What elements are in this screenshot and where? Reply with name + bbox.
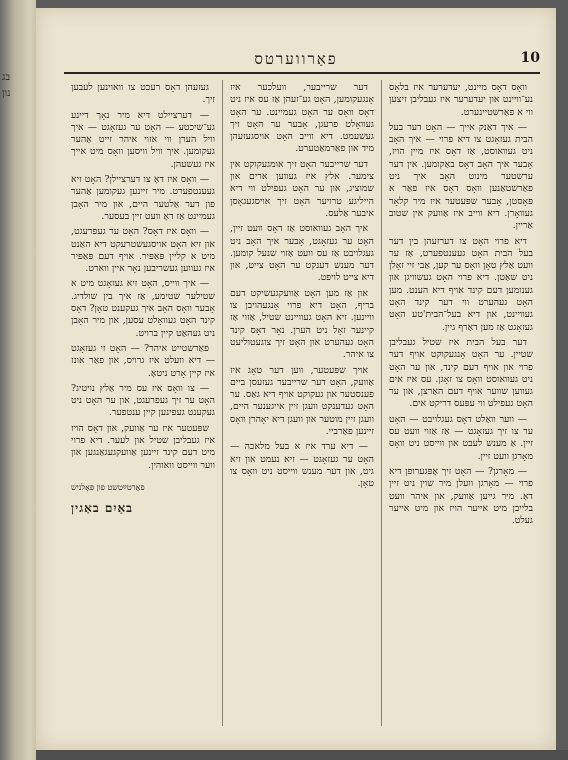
- page-header: [36, 8, 556, 68]
- text-column-middle: [222, 80, 381, 726]
- header-rule: [64, 72, 540, 74]
- text-column-right: [381, 80, 540, 726]
- text-columns: [64, 80, 540, 726]
- text-column-left: [64, 80, 222, 726]
- paragraph: — וואָס איז דאָס? האָט ער געפרעגט, און זיא האָט אויסגעשטרעקט דיא האַנט מיט א קליין פּאַפּיר. אויף דעם פּאַפּיר איז געווען געשריבען נאָר איין ווארט.: [71, 226, 215, 275]
- newspaper-page: [36, 8, 556, 750]
- paragraph: איך האָב געוואוסט אַז דאָס וועט זיין, האָט ער געזאָגט, אָבער איך האָב ניט געגלויבט אַז עס וועט אַזוי שנעל קומען. דער מענש דענקט ער האָט צייט, און דיא צייט לויפט.: [230, 223, 374, 284]
- paragraph: דער שרייבער, וועלכער איז אָנגעקומען, האָט גע־זעהן אַז עס איז ניט דאָס וואָס ער האָט געמיינט. ער האָט געוואָלט פרעגן, אָבער ער האָט זיך געשעמט. דיא ווייב האָט אויסגעזעהן מיד און פאַרמאַטערט.: [230, 82, 374, 155]
- adjacent-page-edge: [0, 0, 36, 760]
- paragraph: אויך שפּעטער, ווען דער טאָג איז אַוועק, האָט דער שרייבער געזעסן ביים פענסטער און געקוקט אויף דיא גאַס. ער האָט געדענקט וועגן זיין אייגענער היים, וועגן זיין מוטער און וועגן דיא יאָהרן וואָס זיינען פאַרביי.: [230, 364, 374, 438]
- running-title: פאַרווערטס: [254, 50, 338, 68]
- paragraph: שפּעטער איז ער אַוועק, און דאָס הויז איז געבליבן שטיל און לעער. דיא פרוי מיט דעם קינד זיינען אַוועקגעגאַנגען און ווער ווייסט וואוהין.: [71, 422, 215, 471]
- paragraph: — ווער וואַלט דאָס געגלויבט — האָט ער צו זיך געזאָגט — אַז אַזוי וועט עס זיין. אַ מענש לעבט און ווייסט ניט וואָס מאָרגן וועט זיין.: [389, 413, 533, 462]
- author-signature: באַיִם באַגין: [71, 501, 133, 516]
- edge-fragment: נון: [2, 88, 11, 99]
- page-number: 10: [520, 50, 540, 66]
- paragraph: וואָס דאָס מיינט, יעדערער איז בלאָס נע־וויינט און יעדערער איז געבליבן זיצען ווי א פאַרשטיינערט.: [389, 82, 533, 118]
- paragraph: — וואָס איז דאָ צו דערציילן? האָט זיא געענטפערט. מיר זיינען געקומען אַהער פון דער אַלטער היים, און מיר האָבן געמיינט אַז דאָ וועט זיין בעסער.: [71, 174, 215, 222]
- paragraph: — איך ווייס, האָט זיא געזאָגט מיט א שטילער שטימע, אַז איך בין שולדיג. אָבער וואָס האָב איך געקענט טאָן? דאָס קינד האָט געוואָלט עסען, און מיר האָבן ניט געהאַט קיין ברויט.: [71, 278, 215, 339]
- paragraph: דער בעל הבית איז שטיל געבליבן שטיין. ער האָט אָנגעקוקט אויף דער פרוי און אויף דעם קינד, און ער האָט ניט געוואוסט וואָס צו זאָגן. עס איז אים געווען שווער אויף דעם האַרצן, און ער האָט געפילט ווי עפּעס דריקט אים.: [389, 336, 533, 410]
- paragraph: דיא פרוי האָט צו דערזעהן בין דער בעל הבית האָט געענטפערט, אַז ער וועט אַלץ טאָן וואָס ער קען, אַבי זיי זאָלן ניט שאַטן. דיא פרוי האָט געשוויגן און גענומען דעם קינד אויף דיא הענט. מען האָט געהערט ווי דער קינד האָט געוויינט, און דיא בעל־הבית'טע האָט געזאָגט אַז מען דאַרף גיין.: [389, 235, 533, 333]
- translation-note: פאַרטײַטשט פון פּאָלניש: [71, 482, 145, 492]
- paragraph: און אַז מען האָט אַוועקגעשיקט דעם בריף, האָט דיא פרוי אָנגעהויבן צו וויינען. זיא האָט געוויינט שטיל, אַזוי אַז קיינער זאָל ניט הערן. נאָר דאָס קינד האָט געהערט און האָט זיך צוגעטוליעט צו איהר.: [230, 287, 374, 361]
- paragraph: — דיא ערד איז א בעל מלאכה — האָט ער געזאָגט — זיא נעמט און זיא גיט, און דער מענש ווייסט ניט וואָס צו טאָן.: [230, 441, 374, 490]
- paragraph: — דערציילט דיא מיר נאָך דיינע גע־שיכטע — האָט ער געזאָגט — איך וויל הערן ווי אזוי איהר זייט אַהער געקומען. איך וויל וויסען וואָס מיט אייך איז געשעהן.: [71, 109, 215, 170]
- paragraph: פאַרשטייט איהר? — האָט זי געזאָגט — דיא וועלט איז גרויס, און פאַר אונז איז קיין אָרט ניטאָ.: [71, 342, 215, 379]
- paragraph: — מאָרגן? — האָט זיך אָפּגערופן דיא פרוי — מאָרגן וועלן מיר שוין ניט זיין דאָ. מיר גייען אַוועק, און איהר וועט בלייבן מיט אייער הויז און מיט אייער געלט.: [389, 465, 533, 527]
- paragraph: דער שרייבער האָט זיך אומגעקוקט אין צימער. אלץ איז געווען ארים און שמוציג, און ער האָט געפילט ווי דיא הייליגע טרויער האָט זיך אויסגעגאָסן איבער אַלעס.: [230, 158, 374, 219]
- paragraph: געזעהן דאָס רעכט צו וואוינען לעבען זיך.: [71, 82, 215, 106]
- scan-bottom-edge: [36, 750, 568, 760]
- paragraph: — צו וואָס איז עס מיר אַלץ נויטיג? האָט ער זיך געפרעגט, און ער האָט ניט געקענט געפינען קיין ענטפער.: [71, 382, 215, 419]
- paragraph: — איך דאַנק אייך — האָט דער בעל הבית געזאָגט צו דיא פרוי — איך האָב ניט געוואוסט, אַז דאָס איז מיין הויז, אָבער איך האָב דאָס באַקומען. אין דער ערשטער מינוט האָב איך ניט פאַרשטאַנען וואָס דאָס איז פאַר א פּאָסטן, אָבער שפּעטער איז מיר קלאָר געוואָרן. דיא ווייב איז אַוועק אין שטוב אַריין.: [389, 121, 533, 232]
- edge-fragment: בג: [2, 72, 11, 83]
